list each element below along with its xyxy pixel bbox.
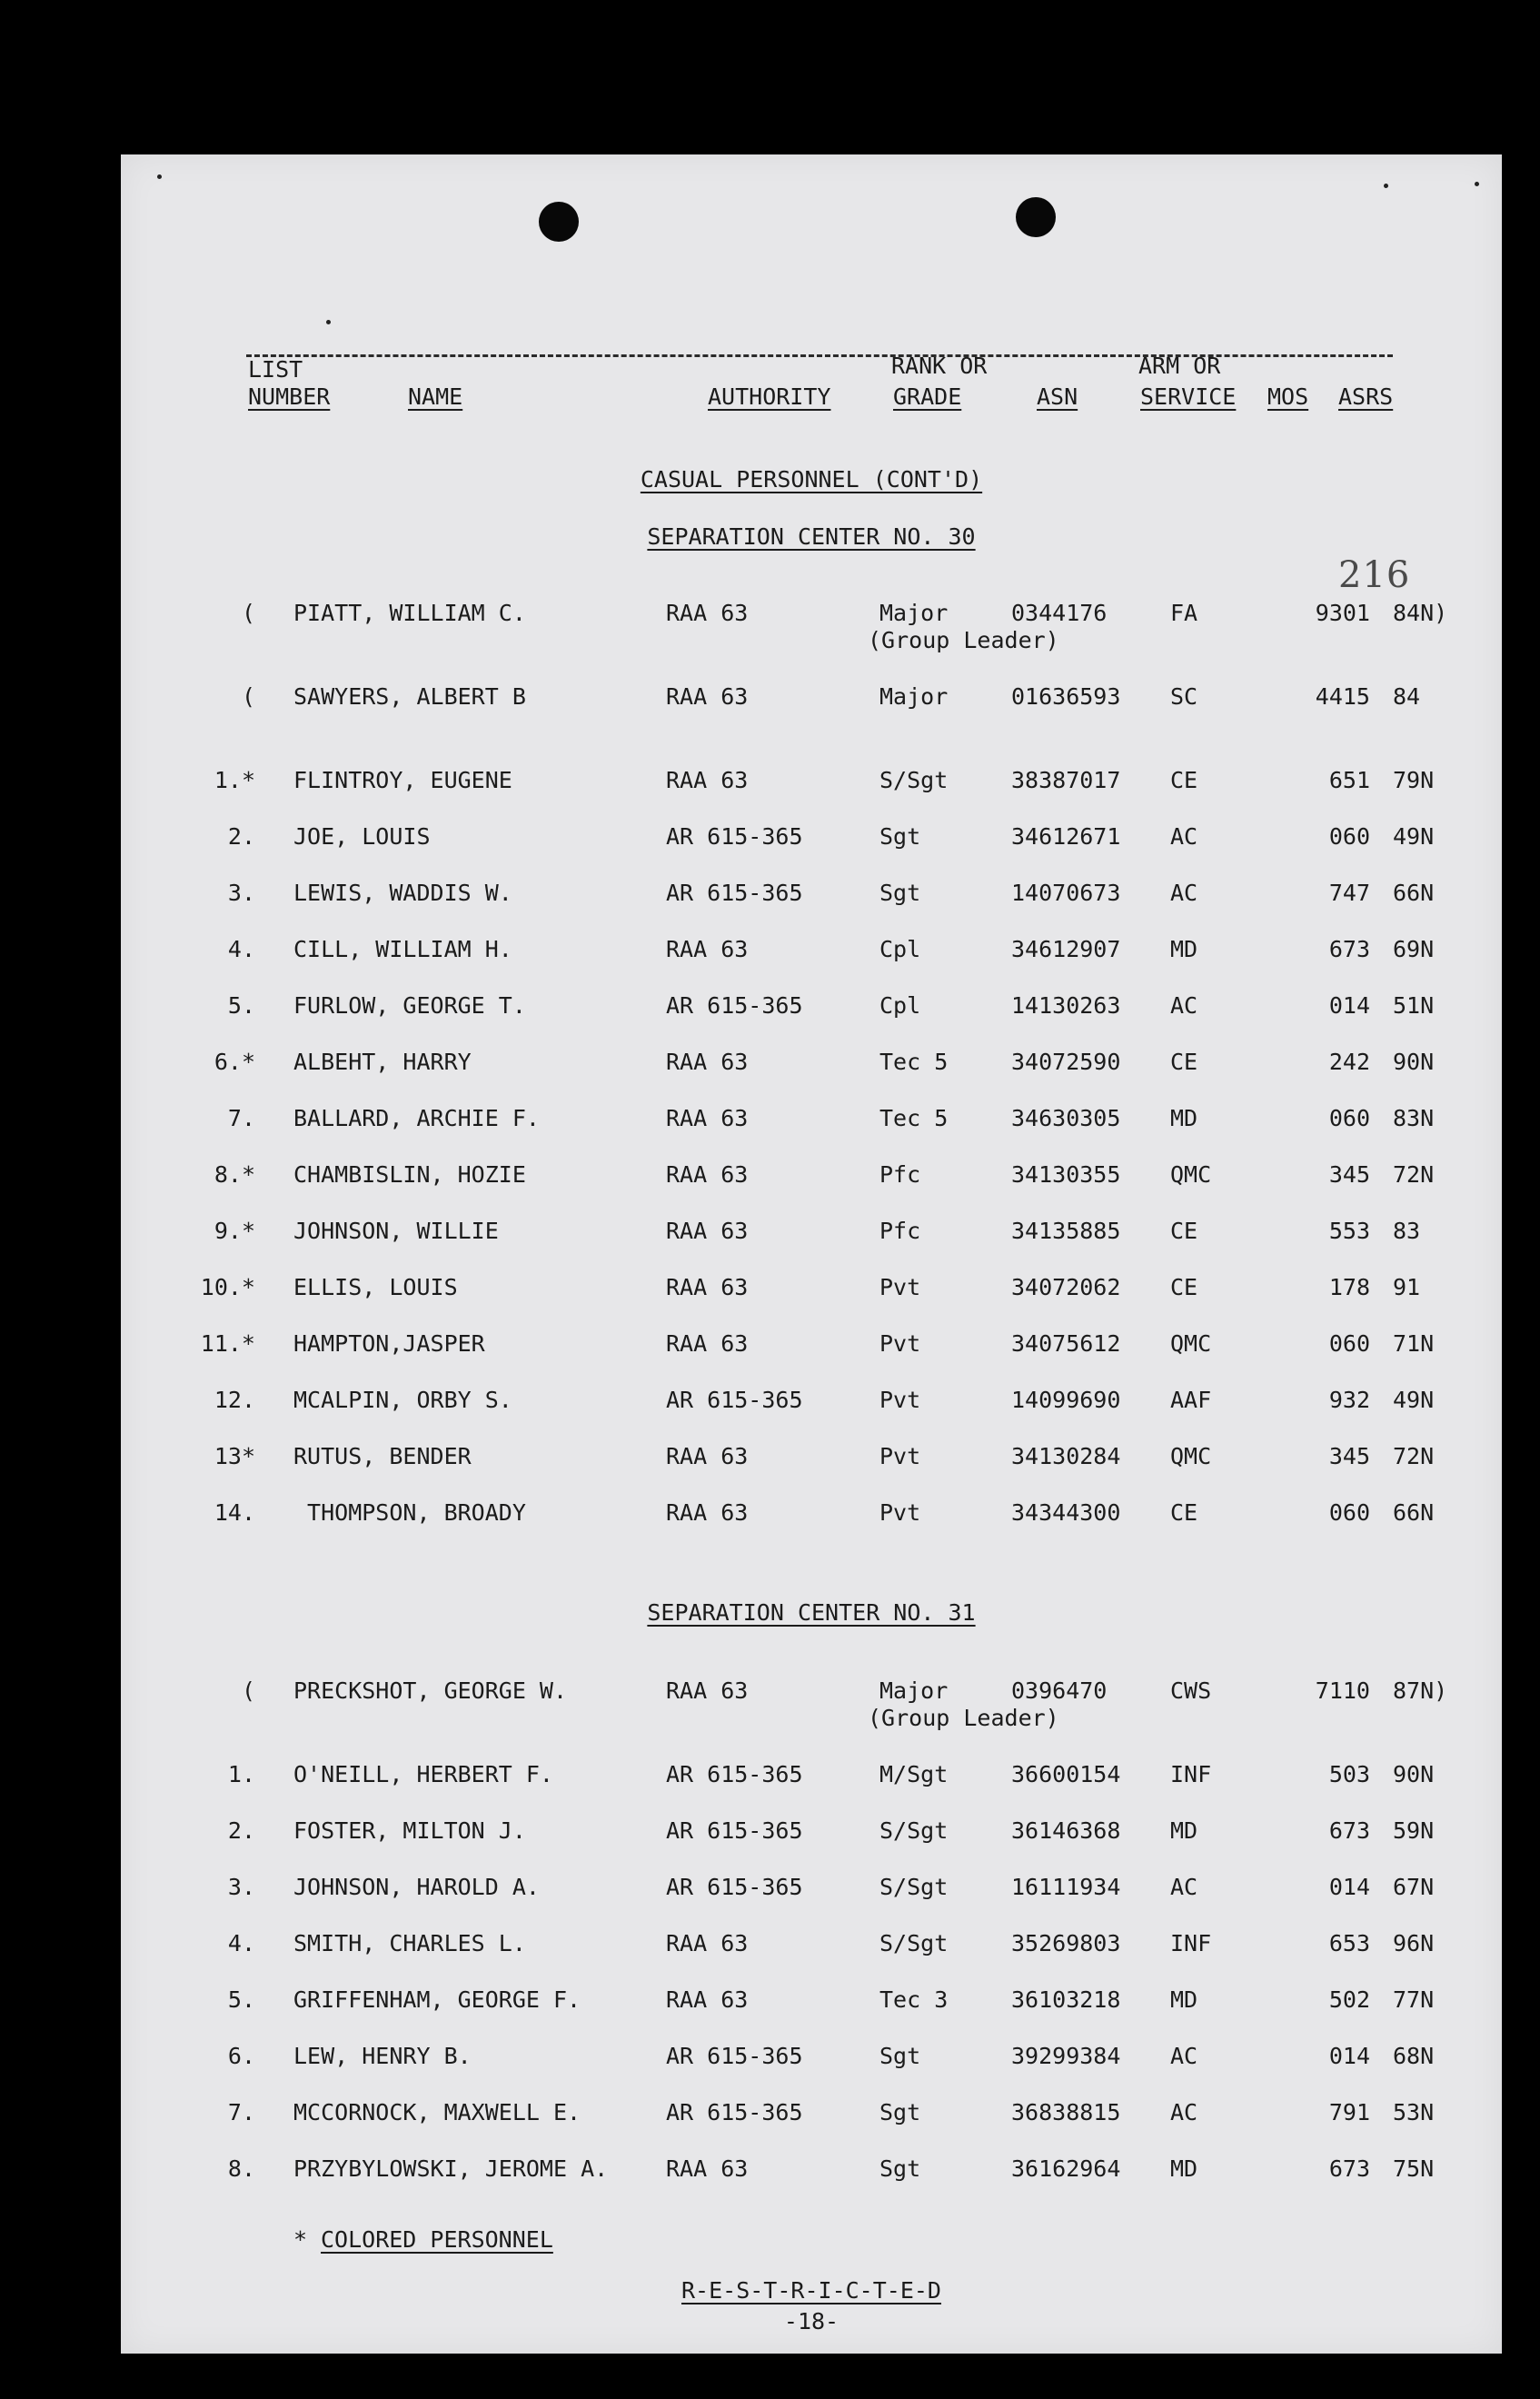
row-asrs: 79N	[1393, 767, 1435, 793]
row-service: INF	[1170, 1761, 1212, 1787]
row-authority: AR 615-365	[666, 823, 803, 850]
row-name: MCCORNOCK, MAXWELL E.	[293, 2099, 581, 2125]
table-row	[121, 1049, 1502, 1103]
col-asrs: ASRS	[1338, 383, 1394, 410]
row-authority: RAA 63	[666, 1330, 749, 1357]
row-number: (	[241, 683, 255, 710]
row-service: MD	[1170, 1105, 1198, 1131]
row-note: (Group Leader)	[868, 627, 1059, 653]
row-asn: 01636593	[1011, 683, 1121, 710]
row-asrs: 51N	[1393, 992, 1435, 1019]
row-mos: 673	[1328, 936, 1370, 962]
row-authority: AR 615-365	[666, 1817, 803, 1844]
row-number: 7.	[227, 1105, 255, 1131]
row-name: ALBEHT, HARRY	[293, 1049, 472, 1075]
row-asrs: 83N	[1393, 1105, 1435, 1131]
row-number: 4.	[227, 936, 255, 962]
row-grade: Cpl	[879, 992, 921, 1019]
row-name: THOMPSON, BROADY	[293, 1499, 526, 1526]
table-row	[121, 1218, 1502, 1272]
row-name: LEWIS, WADDIS W.	[293, 880, 512, 906]
row-name: HAMPTON,JASPER	[293, 1330, 485, 1357]
col-mos: MOS	[1267, 383, 1309, 410]
row-grade: S/Sgt	[879, 767, 949, 793]
col-service: SERVICE	[1140, 383, 1237, 410]
row-asn: 34612907	[1011, 936, 1121, 962]
row-number: 2.	[227, 1817, 255, 1844]
row-service: CE	[1170, 1218, 1198, 1244]
footnote-text: COLORED PERSONNEL	[321, 2226, 553, 2253]
row-mos: 553	[1328, 1218, 1370, 1244]
col-authority: AUTHORITY	[708, 383, 831, 410]
row-name: CILL, WILLIAM H.	[293, 936, 512, 962]
row-authority: AR 615-365	[666, 2099, 803, 2125]
row-number: 12.	[214, 1387, 255, 1413]
row-service: CE	[1170, 1049, 1198, 1075]
row-number: 5.	[227, 992, 255, 1019]
row-asn: 34135885	[1011, 1218, 1121, 1244]
row-grade: Sgt	[879, 2155, 921, 2182]
row-service: AC	[1170, 1874, 1198, 1900]
row-service: MD	[1170, 2155, 1198, 2182]
row-number: 4.	[227, 1930, 255, 1956]
row-asn: 34130355	[1011, 1161, 1121, 1188]
row-asrs: 84N)	[1393, 600, 1448, 626]
table-row	[121, 767, 1502, 821]
row-grade: Pvt	[879, 1274, 921, 1300]
row-mos: 014	[1328, 1874, 1370, 1900]
row-service: AC	[1170, 2099, 1198, 2125]
table-row	[121, 1930, 1502, 1985]
row-mos: 673	[1328, 2155, 1370, 2182]
row-mos: 673	[1328, 1817, 1370, 1844]
row-name: BALLARD, ARCHIE F.	[293, 1105, 540, 1131]
table-row	[121, 936, 1502, 990]
row-asn: 36838815	[1011, 2099, 1121, 2125]
row-asrs: 68N	[1393, 2043, 1435, 2069]
row-asrs: 59N	[1393, 1817, 1435, 1844]
table-row	[121, 1817, 1502, 1872]
row-mos: 014	[1328, 992, 1370, 1019]
row-number: 9.*	[214, 1218, 255, 1244]
row-number: (	[241, 600, 255, 626]
row-name: SAWYERS, ALBERT B	[293, 683, 526, 710]
table-row	[121, 1499, 1502, 1554]
table-row	[121, 683, 1502, 738]
row-grade: S/Sgt	[879, 1874, 949, 1900]
row-authority: RAA 63	[666, 600, 749, 626]
col-asn: ASN	[1037, 383, 1078, 410]
punch-hole-right	[1016, 197, 1056, 237]
row-authority: RAA 63	[666, 2155, 749, 2182]
row-asrs: 77N	[1393, 1986, 1435, 2013]
row-number: 11.*	[200, 1330, 255, 1357]
row-service: QMC	[1170, 1443, 1212, 1469]
row-mos: 791	[1328, 2099, 1370, 2125]
row-number: 5.	[227, 1986, 255, 2013]
row-number: 7.	[227, 2099, 255, 2125]
row-asrs: 72N	[1393, 1443, 1435, 1469]
row-grade: Tec 3	[879, 1986, 949, 2013]
row-mos: 502	[1328, 1986, 1370, 2013]
row-number: (	[241, 1677, 255, 1704]
row-mos: 4415	[1315, 683, 1370, 710]
row-asn: 39299384	[1011, 2043, 1121, 2069]
row-grade: Sgt	[879, 823, 921, 850]
row-grade: Sgt	[879, 2099, 921, 2125]
table-row	[121, 1330, 1502, 1385]
row-asrs: 66N	[1393, 880, 1435, 906]
speck	[157, 174, 162, 179]
row-authority: RAA 63	[666, 767, 749, 793]
row-service: FA	[1170, 600, 1198, 626]
row-asn: 14070673	[1011, 880, 1121, 906]
section-title: SEPARATION CENTER NO. 31	[647, 1599, 976, 1626]
row-mos: 932	[1328, 1387, 1370, 1413]
col-grade: GRADE	[893, 383, 962, 410]
row-number: 13*	[214, 1443, 255, 1469]
row-authority: RAA 63	[666, 936, 749, 962]
row-mos: 242	[1328, 1049, 1370, 1075]
row-authority: RAA 63	[666, 1499, 749, 1526]
row-mos: 060	[1328, 1330, 1370, 1357]
col-number: NUMBER	[248, 383, 331, 410]
row-asn: 36600154	[1011, 1761, 1121, 1787]
section-title: SEPARATION CENTER NO. 30	[647, 523, 976, 550]
row-asn: 34612671	[1011, 823, 1121, 850]
row-asrs: 83	[1393, 1218, 1421, 1244]
row-asrs: 49N	[1393, 823, 1435, 850]
row-service: MD	[1170, 936, 1198, 962]
row-authority: RAA 63	[666, 1443, 749, 1469]
row-grade: Major	[879, 1677, 949, 1704]
row-asrs: 71N	[1393, 1330, 1435, 1357]
row-service: AC	[1170, 2043, 1198, 2069]
row-asrs: 91	[1393, 1274, 1421, 1300]
row-asrs: 96N	[1393, 1930, 1435, 1956]
row-authority: RAA 63	[666, 1986, 749, 2013]
table-row	[121, 1986, 1502, 2041]
row-asn: 36162964	[1011, 2155, 1121, 2182]
row-asrs: 53N	[1393, 2099, 1435, 2125]
row-asn: 34630305	[1011, 1105, 1121, 1131]
row-service: MD	[1170, 1986, 1198, 2013]
table-row	[121, 1443, 1502, 1498]
row-number: 14.	[214, 1499, 255, 1526]
row-name: ELLIS, LOUIS	[293, 1274, 458, 1300]
row-grade: Pvt	[879, 1387, 921, 1413]
row-mos: 345	[1328, 1161, 1370, 1188]
table-row	[121, 823, 1502, 878]
row-asn: 34130284	[1011, 1443, 1121, 1469]
row-asn: 34072062	[1011, 1274, 1121, 1300]
row-asrs: 69N	[1393, 936, 1435, 962]
row-asrs: 84	[1393, 683, 1421, 710]
row-name: JOE, LOUIS	[293, 823, 431, 850]
row-grade: Pfc	[879, 1218, 921, 1244]
row-name: CHAMBISLIN, HOZIE	[293, 1161, 526, 1188]
table-row	[121, 1761, 1502, 1816]
row-asn: 14130263	[1011, 992, 1121, 1019]
row-authority: AR 615-365	[666, 992, 803, 1019]
row-number: 8.	[227, 2155, 255, 2182]
row-number: 3.	[227, 880, 255, 906]
header-rule-top	[246, 354, 1393, 357]
table-row	[121, 992, 1502, 1047]
casual-personnel-title: CASUAL PERSONNEL (CONT'D)	[640, 466, 983, 493]
row-authority: AR 615-365	[666, 1387, 803, 1413]
row-number: 8.*	[214, 1161, 255, 1188]
row-authority: RAA 63	[666, 1930, 749, 1956]
row-mos: 653	[1328, 1930, 1370, 1956]
row-service: INF	[1170, 1930, 1212, 1956]
row-mos: 060	[1328, 1105, 1370, 1131]
rank-or-label: RANK OR	[891, 353, 988, 379]
row-authority: RAA 63	[666, 1105, 749, 1131]
row-service: CE	[1170, 1274, 1198, 1300]
row-asn: 34075612	[1011, 1330, 1121, 1357]
row-service: CE	[1170, 767, 1198, 793]
row-asn: 14099690	[1011, 1387, 1121, 1413]
row-asn: 34072590	[1011, 1049, 1121, 1075]
row-authority: RAA 63	[666, 1274, 749, 1300]
row-asrs: 49N	[1393, 1387, 1435, 1413]
row-grade: Pvt	[879, 1499, 921, 1526]
arm-or-label: ARM OR	[1138, 353, 1221, 379]
row-asrs: 72N	[1393, 1161, 1435, 1188]
row-mos: 178	[1328, 1274, 1370, 1300]
row-authority: AR 615-365	[666, 1761, 803, 1787]
page-stamp: 216	[1338, 554, 1411, 596]
row-asrs: 87N)	[1393, 1677, 1448, 1704]
row-service: CE	[1170, 1499, 1198, 1526]
row-asn: 36103218	[1011, 1986, 1121, 2013]
row-mos: 345	[1328, 1443, 1370, 1469]
row-mos: 503	[1328, 1761, 1370, 1787]
list-label: LIST	[248, 356, 303, 383]
row-name: GRIFFENHAM, GEORGE F.	[293, 1986, 581, 2013]
row-number: 6.*	[214, 1049, 255, 1075]
row-asrs: 75N	[1393, 2155, 1435, 2182]
row-name: O'NEILL, HERBERT F.	[293, 1761, 553, 1787]
row-mos: 651	[1328, 767, 1370, 793]
row-authority: AR 615-365	[666, 880, 803, 906]
row-grade: Pvt	[879, 1443, 921, 1469]
row-asn: 36146368	[1011, 1817, 1121, 1844]
row-authority: RAA 63	[666, 1161, 749, 1188]
row-name: PIATT, WILLIAM C.	[293, 600, 526, 626]
speck	[1475, 182, 1479, 186]
row-name: SMITH, CHARLES L.	[293, 1930, 526, 1956]
table-row	[121, 1874, 1502, 1928]
punch-hole-left	[539, 202, 579, 242]
row-name: PRECKSHOT, GEORGE W.	[293, 1677, 568, 1704]
row-asrs: 90N	[1393, 1761, 1435, 1787]
row-grade: Pvt	[879, 1330, 921, 1357]
speck	[1384, 184, 1388, 188]
row-authority: RAA 63	[666, 1218, 749, 1244]
row-authority: RAA 63	[666, 1049, 749, 1075]
row-grade: S/Sgt	[879, 1817, 949, 1844]
row-asn: 34344300	[1011, 1499, 1121, 1526]
row-name: JOHNSON, HAROLD A.	[293, 1874, 540, 1900]
row-service: CWS	[1170, 1677, 1212, 1704]
row-asrs: 67N	[1393, 1874, 1435, 1900]
table-row	[121, 880, 1502, 934]
row-service: AC	[1170, 992, 1198, 1019]
row-number: 1.	[227, 1761, 255, 1787]
table-row	[121, 1274, 1502, 1329]
row-name: RUTUS, BENDER	[293, 1443, 472, 1469]
row-name: PRZYBYLOWSKI, JEROME A.	[293, 2155, 609, 2182]
row-name: FLINTROY, EUGENE	[293, 767, 512, 793]
row-authority: RAA 63	[666, 1677, 749, 1704]
table-row	[121, 2043, 1502, 2097]
row-grade: Tec 5	[879, 1105, 949, 1131]
row-mos: 014	[1328, 2043, 1370, 2069]
classification-marking: R-E-S-T-R-I-C-T-E-D	[681, 2277, 941, 2304]
row-asrs: 90N	[1393, 1049, 1435, 1075]
table-row	[121, 600, 1502, 654]
row-service: AC	[1170, 880, 1198, 906]
table-row	[121, 1105, 1502, 1160]
row-asrs: 66N	[1393, 1499, 1435, 1526]
col-name: NAME	[408, 383, 463, 410]
table-row	[121, 1677, 1502, 1732]
row-asn: 38387017	[1011, 767, 1121, 793]
row-asn: 16111934	[1011, 1874, 1121, 1900]
table-row	[121, 1387, 1502, 1441]
row-service: AAF	[1170, 1387, 1212, 1413]
page-number: -18-	[783, 2308, 840, 2334]
row-note: (Group Leader)	[868, 1705, 1059, 1731]
row-authority: AR 615-365	[666, 1874, 803, 1900]
footnote-mark: *	[293, 2226, 308, 2253]
row-number: 3.	[227, 1874, 255, 1900]
row-grade: Major	[879, 683, 949, 710]
row-grade: M/Sgt	[879, 1761, 949, 1787]
row-name: MCALPIN, ORBY S.	[293, 1387, 512, 1413]
row-mos: 747	[1328, 880, 1370, 906]
row-number: 6.	[227, 2043, 255, 2069]
document-page	[121, 154, 1502, 2354]
table-row	[121, 2099, 1502, 2154]
table-row	[121, 1161, 1502, 1216]
row-service: SC	[1170, 683, 1198, 710]
row-authority: RAA 63	[666, 683, 749, 710]
row-service: AC	[1170, 823, 1198, 850]
row-mos: 060	[1328, 823, 1370, 850]
row-grade: Sgt	[879, 2043, 921, 2069]
speck	[326, 320, 331, 324]
row-number: 2.	[227, 823, 255, 850]
table-row	[121, 2155, 1502, 2210]
row-asn: 35269803	[1011, 1930, 1121, 1956]
row-name: LEW, HENRY B.	[293, 2043, 472, 2069]
row-grade: S/Sgt	[879, 1930, 949, 1956]
row-number: 10.*	[200, 1274, 255, 1300]
row-grade: Pfc	[879, 1161, 921, 1188]
row-service: QMC	[1170, 1161, 1212, 1188]
row-grade: Sgt	[879, 880, 921, 906]
row-name: JOHNSON, WILLIE	[293, 1218, 499, 1244]
row-authority: AR 615-365	[666, 2043, 803, 2069]
row-service: QMC	[1170, 1330, 1212, 1357]
row-name: FURLOW, GEORGE T.	[293, 992, 526, 1019]
row-asn: 0396470	[1011, 1677, 1108, 1704]
row-grade: Tec 5	[879, 1049, 949, 1075]
row-mos: 060	[1328, 1499, 1370, 1526]
row-name: FOSTER, MILTON J.	[293, 1817, 526, 1844]
row-mos: 7110	[1315, 1677, 1370, 1704]
row-asn: 0344176	[1011, 600, 1108, 626]
row-grade: Major	[879, 600, 949, 626]
row-service: MD	[1170, 1817, 1198, 1844]
row-number: 1.*	[214, 767, 255, 793]
row-mos: 9301	[1315, 600, 1370, 626]
row-grade: Cpl	[879, 936, 921, 962]
